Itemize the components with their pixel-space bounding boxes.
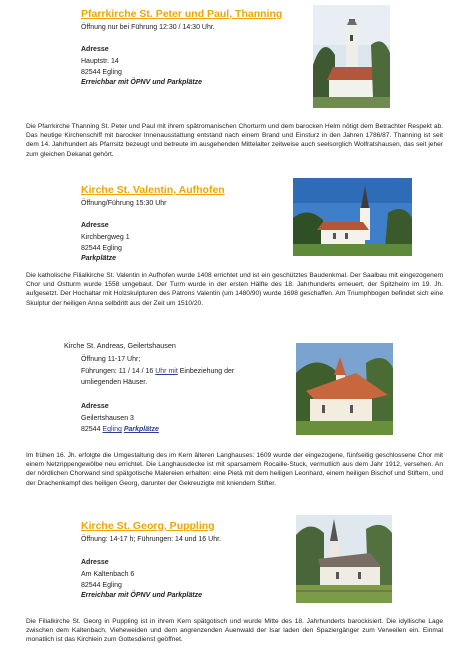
- opening-hours: Öffnung: 14-17 h; Führungen: 14 und 16 Uhr.: [81, 536, 221, 543]
- description-aufhofen: Die katholische Filialkirche St. Valentin in Aufhofen wurde 1408 errichtet und ist ein geschütztes Baudenkmal. Der Saalbau mit eingezogenem Chor und Ostturm wurde 1558 umgebaut. Der Turm wurde in der ersten Hälfte des 18. Jahrhunderts erneuert, der Spitzhelm im 19. Jh. aufgesetzt. Der Hochaltar mit Holzskulpturen des Patrons Valentin (um 1480/90) wurde 1698 geschaffen. Am Triumphbogen befindet sich eine Skulptur der heiligen Anna selbdritt aus der Zeit um 1510/20.: [26, 272, 443, 307]
- transport-info: Parkplätze: [81, 255, 117, 262]
- church-title-aufhofen[interactable]: Kirche St. Valentin, Aufhofen: [81, 184, 225, 196]
- city: 82544 Egling: [81, 69, 122, 76]
- opening-hours: Öffnung 11-17 Uhr;: [81, 356, 141, 363]
- description-puppling: Die Filialkirche St. Georg in Puppling ist in ihrem Kern spätgotisch und wurde Mitte des 18. Jahrhunderts barockisiert. Die idyllische Lage zwischen dem Kaltenbach, Vieheweiden und dem angrenzenden Auenwald der Isar laden den Spaziergänger zum Verweilen ein. Einmal monatlich ist das Kirchlein zum Gottesdienst geöffnet.: [26, 618, 443, 644]
- street: Hauptstr. 14: [81, 58, 119, 65]
- city: 82544 Egling: [81, 582, 122, 589]
- address-label: Adresse: [81, 559, 109, 566]
- city-line: [81, 425, 159, 434]
- opening-hours: Öffnung/Führung 15:30 Uhr: [81, 200, 167, 207]
- church-title-thanning[interactable]: Pfarrkirche St. Peter und Paul, Thanning: [81, 8, 283, 20]
- opening-hours: Öffnung nur bei Führung 12:30 / 14:30 Uhr.: [81, 24, 215, 31]
- church-photo-thanning: [313, 5, 390, 108]
- street: Kirchbergweg 1: [81, 234, 130, 241]
- address-label: Adresse: [81, 403, 109, 410]
- zip: 82544: [81, 426, 101, 433]
- tours-times: Führungen: 11 / 14 / 16: [81, 368, 154, 375]
- church-photo-geilertshausen: [296, 343, 393, 435]
- street: Geilertshausen 3: [81, 415, 134, 422]
- struck-city: Egling: [102, 426, 122, 433]
- address-label: Adresse: [81, 46, 109, 53]
- church-photo-aufhofen: [293, 178, 412, 256]
- street: Am Kaltenbach 6: [81, 571, 135, 578]
- city: 82544 Egling: [81, 245, 122, 252]
- description-geilertshausen: Im frühen 16. Jh. erfolgte die Umgestaltung des im Kern älteren Langhauses: 1609 wurde der eingezogene, fünfseitig geschlossene Chor mit einem Netzrippengewölbe neu errichtet. Die Langhausdecke ist mit sparsamem Rocaille-Stuck, vermutlich aus dem Jahr 1912, versehen. An der nördlichen Chorwand sind spätgotische Malereien erhalten: eine Pietà mit dem heiligen Leonhard, einem heiligen Bischof und Stiftern, und der Drachenkampf des heiligen Georg, darunter der Gekreuzigte mit kniendem Stifter.: [26, 452, 443, 487]
- transport-info: Parkplätze: [123, 426, 159, 433]
- tours-suffix: Einbeziehung der: [179, 368, 235, 375]
- tours-line-2: umliegenden Häuser.: [81, 379, 148, 386]
- struck-text: Uhr mit: [155, 368, 178, 375]
- description-thanning: Die Pfarrkirche Thanning St. Peter und Paul mit ihrem spätromanischen Chorturm und dem barocken Helm nötigt dem Betrachter Respekt ab. Das heutige Kirchenschiff mit barocker Innenausstattung entstand nach einem Brand und Einsturz in den Jahren 1786/87. Thanning ist seit dem 14. Jahrhundert als Pfarrsitz bezeugt und betreute im ausgehenden Mittelalter zeitweise auch seelsorglich Wolfratshausen, das seit jeher zum gleichen Dekanat gehört.: [26, 123, 443, 158]
- transport-info: Erreichbar mit ÖPNV und Parkplätze: [81, 592, 202, 599]
- tours-line: [81, 368, 261, 375]
- church-title-puppling[interactable]: Kirche St. Georg, Puppling: [81, 520, 215, 532]
- address-label: Adresse: [81, 222, 109, 229]
- church-photo-puppling: [296, 515, 392, 603]
- church-title-geilertshausen[interactable]: Kirche St. Andreas, Geilertshausen: [64, 341, 176, 350]
- transport-info: Erreichbar mit ÖPNV und Parkplätze: [81, 79, 202, 86]
